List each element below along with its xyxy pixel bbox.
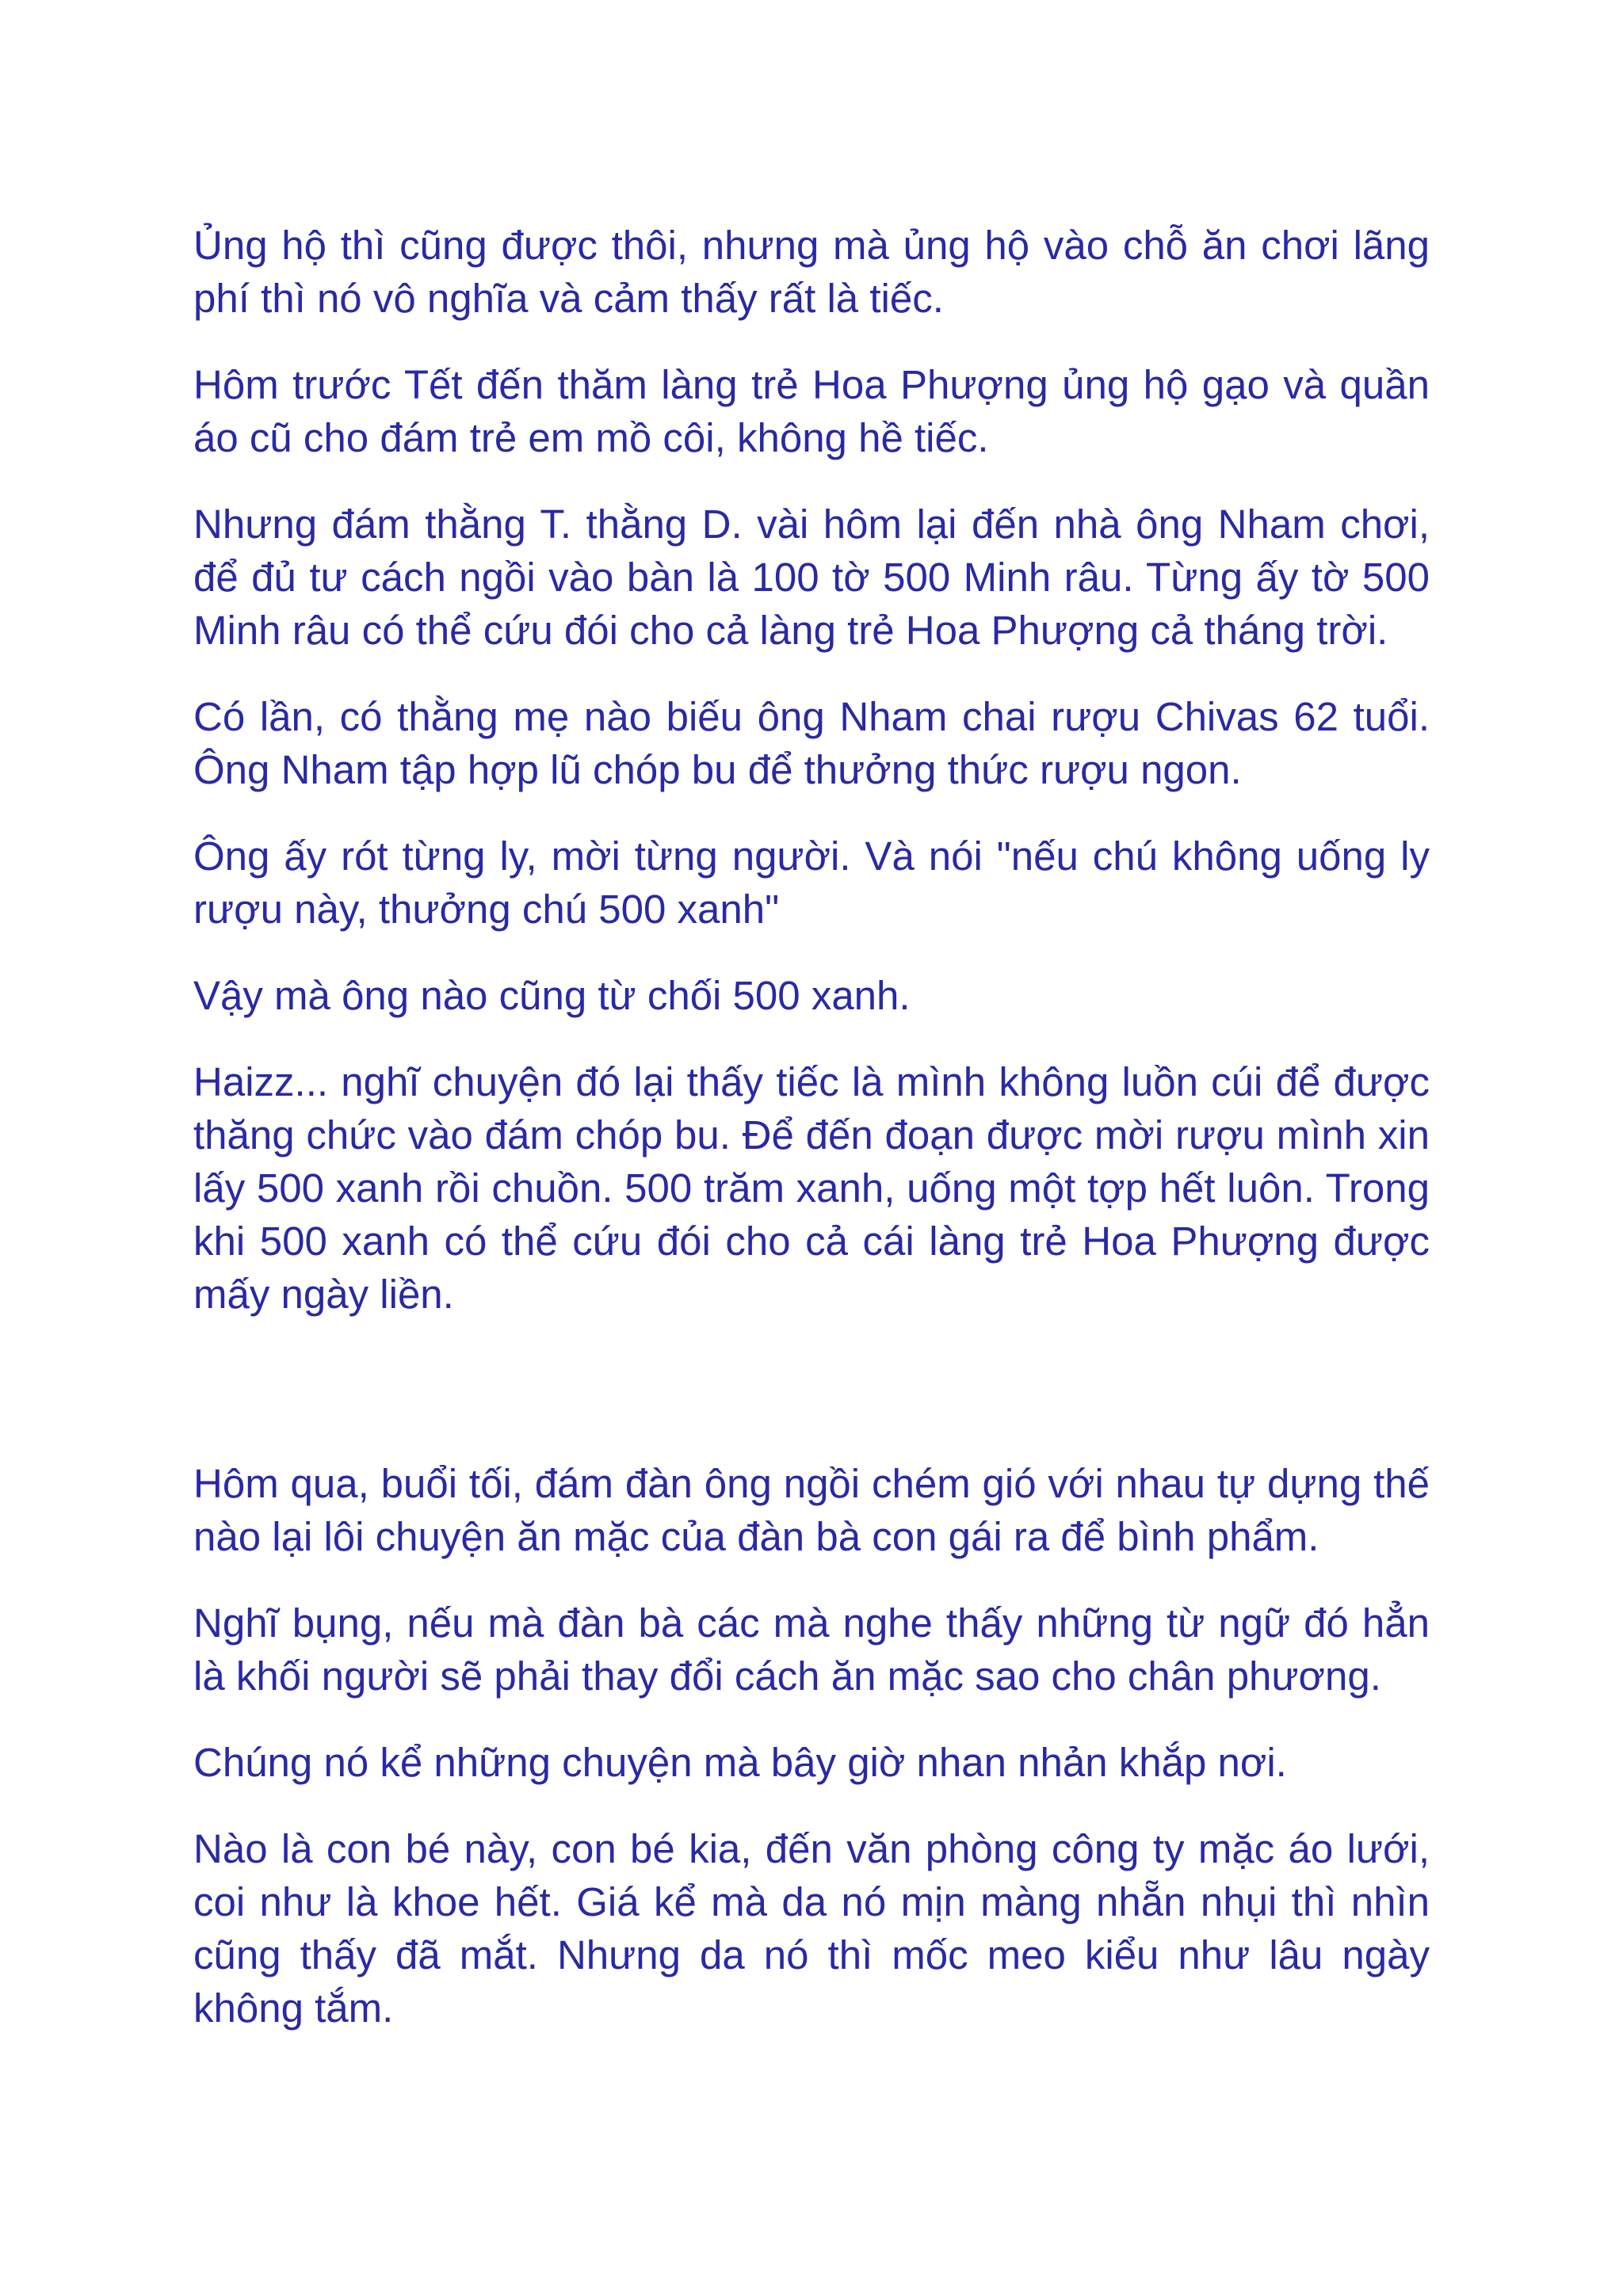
paragraph: Nghĩ bụng, nếu mà đàn bà các mà nghe thấy những từ ngữ đó hẳn là khối người sẽ phải thay đổi cách ăn mặc sao cho chân phương. bbox=[193, 1600, 1430, 1699]
paragraph: Có lần, có thằng mẹ nào biếu ông Nham chai rượu Chivas 62 tuổi. Ông Nham tập hợp lũ chóp bu để thưởng thức rượu ngon. bbox=[193, 694, 1430, 792]
document-body bbox=[193, 219, 1430, 2068]
paragraph: Vậy mà ông nào cũng từ chối 500 xanh. bbox=[193, 973, 911, 1018]
section-2 bbox=[193, 1457, 1430, 2035]
paragraph: Chúng nó kể những chuyện mà bây giờ nhan nhản khắp nơi. bbox=[193, 1740, 1287, 1785]
paragraph: Ủng hộ thì cũng được thôi, nhưng mà ủng hộ vào chỗ ăn chơi lãng phí thì nó vô nghĩa và cảm thấy rất là tiếc. bbox=[193, 223, 1430, 321]
paragraph: Ông ấy rót từng ly, mời từng người. Và nói "nếu chú không uống ly rượu này, thưởng chú 500 xanh" bbox=[193, 833, 1430, 932]
section-spacer bbox=[193, 1354, 1430, 1457]
paragraph: Hôm qua, buổi tối, đám đàn ông ngồi chém gió với nhau tự dựng thế nào lại lôi chuyện ăn mặc của đàn bà con gái ra để bình phẩm. bbox=[193, 1461, 1430, 1559]
paragraph: Hôm trước Tết đến thăm làng trẻ Hoa Phượng ủng hộ gạo và quần áo cũ cho đám trẻ em mồ côi, không hề tiếc. bbox=[193, 362, 1430, 460]
paragraph: Haizz... nghĩ chuyện đó lại thấy tiếc là mình không luồn cúi để được thăng chức vào đám chóp bu. Để đến đoạn được mời rượu mình xin lấy 500 xanh rồi chuồn. 500 trăm xanh, uống một tợp hết luôn. Trong khi 500 xanh có thể cứu đói cho cả cái làng trẻ Hoa Phượng được mấy ngày liền. bbox=[193, 1059, 1430, 1317]
section-1 bbox=[193, 219, 1430, 1321]
paragraph: Nào là con bé này, con bé kia, đến văn phòng công ty mặc áo lưới, coi như là khoe hết. Giá kể mà da nó mịn màng nhẵn nhụi thì nhìn cũng thấy đã mắt. Nhưng da nó thì mốc meo kiểu như lâu ngày không tắm. bbox=[193, 1826, 1430, 2031]
paragraph: Nhưng đám thằng T. thằng D. vài hôm lại đến nhà ông Nham chơi, để đủ tư cách ngồi vào bàn là 100 tờ 500 Minh râu. Từng ấy tờ 500 Minh râu có thể cứu đói cho cả làng trẻ Hoa Phượng cả tháng trời. bbox=[193, 502, 1430, 653]
